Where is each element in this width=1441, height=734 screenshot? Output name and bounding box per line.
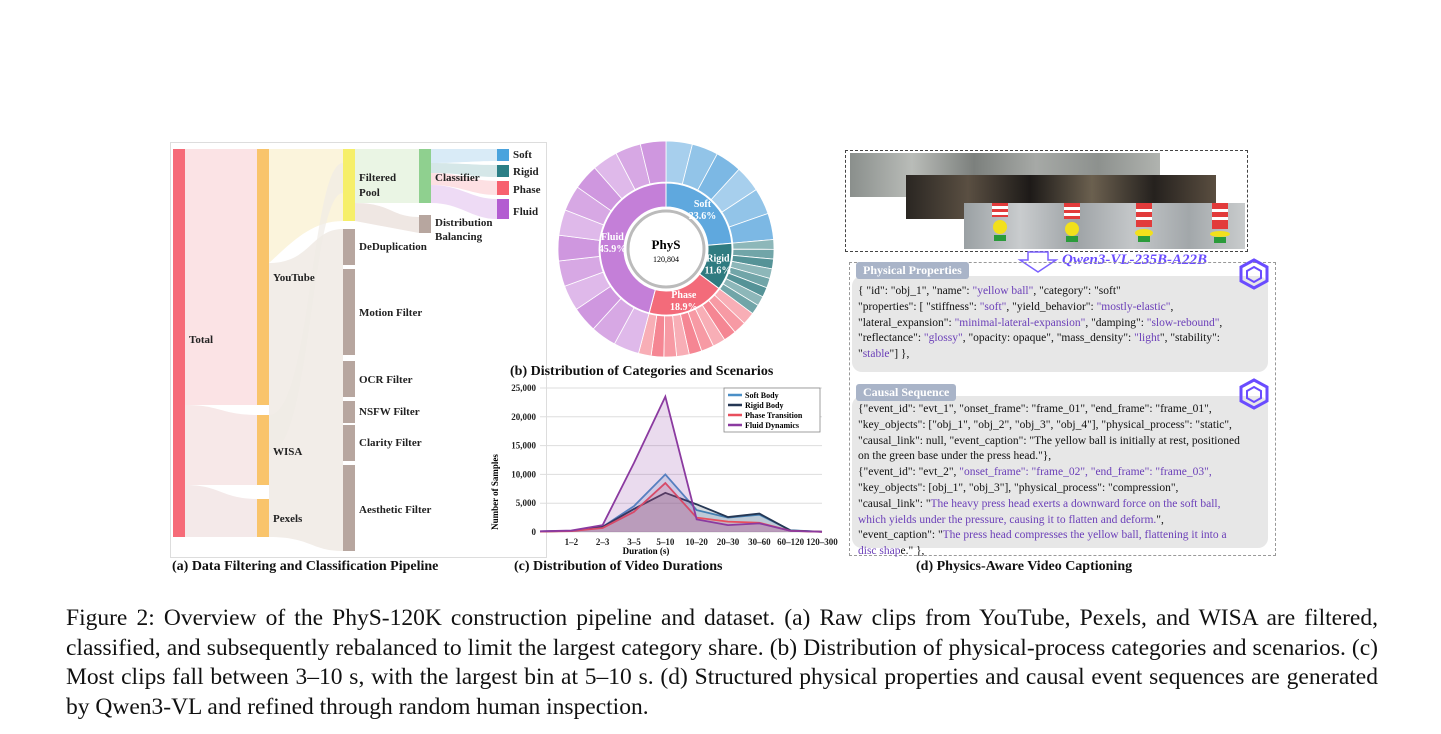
label-youtube: YouTube (273, 272, 315, 284)
label-distribution-2: Balancing (435, 231, 483, 243)
sunburst-center-title: PhyS (651, 237, 681, 252)
press-frame-3 (1135, 203, 1153, 242)
node-total (173, 149, 185, 537)
x-tick-label: 20–30 (716, 537, 740, 547)
flow-total-pexels (185, 485, 259, 537)
json-line: "key_objects": [obj_1", "obj_3"], "physical_process": "compression", (858, 481, 1179, 494)
caption-panel-b: (b) Distribution of Categories and Scenarios (510, 364, 774, 379)
json-line: "event_caption": "The press head compresses the yellow ball, flattening it into a (858, 529, 1227, 542)
json-line: {"event_id": "evt_2", "onset_frame": "frame_02", "end_frame": "frame_03", (858, 466, 1212, 479)
label-distribution-1: Distribution (435, 217, 493, 229)
x-tick-label: 10–20 (685, 537, 708, 547)
sunburst-label-soft: Soft (693, 199, 712, 211)
label-clarity: Clarity Filter (359, 437, 422, 449)
node-classifier (419, 149, 431, 203)
y-tick-label: 0 (531, 527, 536, 537)
sunburst-label-phase: Phase (671, 289, 697, 301)
label-rigid: Rigid (513, 166, 539, 178)
node-rigid (497, 165, 509, 177)
node-pexels (257, 499, 269, 537)
json-line: which yields under the pressure, causing it to flatten and deform.", (858, 513, 1164, 526)
json-line: "stable"] }, (858, 348, 910, 361)
label-fluid: Fluid (513, 206, 539, 218)
chart-c-legend (724, 388, 820, 432)
duration-area-chart (482, 382, 838, 558)
node-phase (497, 181, 509, 195)
json-line: on the green base under the press head."}, (858, 450, 1052, 463)
caption-panel-c: (c) Distribution of Video Durations (514, 559, 723, 574)
node-filtered-pool (343, 149, 355, 221)
model-name: Qwen3-VL-235B-A22B (1062, 252, 1208, 268)
node-ocr (343, 361, 355, 397)
physical-properties-title: Physical Properties (856, 262, 969, 279)
node-aesthetic (343, 465, 355, 551)
node-wisa (257, 415, 269, 485)
press-frames (964, 203, 1245, 249)
json-line: "causal_link": "The heavy press head exerts a downward force on the soft ball, (858, 497, 1221, 510)
node-soft (497, 149, 509, 161)
x-tick-label: 2–3 (595, 537, 610, 547)
legend-label: Rigid Body (745, 401, 784, 410)
json-line: disc shape." }, (858, 545, 925, 558)
figure-caption: Figure 2: Overview of the PhyS-120K construction pipeline and dataset. (a) Raw clips from YouTube, Pexels, and WISA are filtered, classified, and subsequently rebalanced to limit the largest category share. (b) Distribution of physical-process categories and scenarios. (c) Most clips fall between 3–10 s, with the largest bin at 5–10 s. (d) Structured physical properties and causal event sequences are generated by Qwen3-VL and refined through random human inspection. (66, 605, 1378, 720)
chart-c-ylabel: Number of Samples (490, 454, 500, 530)
physical-properties-json (858, 284, 1263, 363)
json-line: "key_objects": ["obj_1", "obj_2", "obj_3", "obj_4"], "physical_process": "static", (858, 418, 1232, 431)
y-tick-label: 25,000 (511, 383, 536, 393)
label-total: Total (189, 334, 214, 346)
chart-c-xlabel: Duration (s) (622, 546, 670, 556)
label-classifier: Classifier (435, 172, 480, 184)
sunburst-pct-soft: 23.6% (688, 211, 717, 223)
y-tick-label: 20,000 (511, 411, 536, 422)
press-frame-1 (992, 203, 1008, 241)
label-soft: Soft (513, 149, 532, 161)
sunburst-chart (555, 142, 783, 360)
caption-panel-a: (a) Data Filtering and Classification Pipeline (172, 559, 439, 574)
x-tick-label: 5–10 (656, 537, 675, 547)
label-wisa: WISA (273, 446, 303, 458)
y-tick-label: 15,000 (511, 440, 536, 451)
sunburst-pct-phase: 18.9% (670, 301, 698, 313)
flow-total-youtube (185, 149, 259, 405)
sunburst-label-rigid: Rigid (706, 253, 730, 265)
y-tick-label: 5,000 (515, 498, 536, 509)
node-clarity (343, 425, 355, 461)
json-line: "lateral_expansion": "minimal-lateral-expansion", "damping": "slow-rebound", (858, 316, 1223, 329)
flow-classifier-soft (431, 149, 497, 163)
label-nsfw: NSFW Filter (359, 406, 420, 418)
x-tick-label: 3–5 (627, 537, 641, 547)
label-ocr: OCR Filter (359, 374, 413, 386)
flow-total-wisa (185, 405, 259, 485)
json-line: "properties": [ "stiffness": "soft", "yield_behavior": "mostly-elastic", (858, 300, 1174, 313)
press-frame-2 (1064, 203, 1080, 242)
y-tick-label: 10,000 (511, 469, 536, 480)
label-phase: Phase (513, 184, 541, 196)
panel-b-sunburst (555, 142, 783, 360)
sunburst-center-count: 120,804 (653, 255, 679, 264)
node-fluid (497, 199, 509, 219)
sunburst-pct-rigid: 11.6% (704, 265, 732, 277)
x-tick-label: 60–120 (777, 537, 805, 547)
label-dedup: DeDuplication (359, 241, 427, 253)
flow-filtered-distribution (355, 203, 419, 233)
label-aesthetic: Aesthetic Filter (359, 504, 432, 516)
causal-sequence-title: Causal Sequence (856, 384, 956, 401)
node-nsfw (343, 401, 355, 423)
json-line: "reflectance": "glossy", "opacity: opaque", "mass_density": "light", "stability": (858, 332, 1221, 345)
node-dedup (343, 229, 355, 265)
json-line: "causal_link": null, "event_caption": "The yellow ball is initially at rest, positioned (858, 434, 1240, 447)
json-line: {"event_id": "evt_1", "onset_frame": "frame_01", "end_frame": "frame_01", (858, 403, 1212, 415)
causal-sequence-json (858, 402, 1263, 560)
caption-panel-d: (d) Physics-Aware Video Captioning (916, 559, 1133, 574)
video-frames-box (845, 150, 1248, 252)
label-pexels: Pexels (273, 513, 303, 525)
press-frame-4 (1210, 203, 1230, 243)
node-youtube (257, 149, 269, 405)
x-tick-label: 30–60 (748, 537, 771, 547)
label-filtered-1: Filtered (359, 172, 397, 184)
x-tick-label: 120–300 (806, 537, 838, 547)
sunburst-label-fluid: Fluid (601, 232, 624, 244)
node-motion (343, 269, 355, 355)
label-filtered-2: Pool (359, 187, 380, 199)
node-distribution (419, 215, 431, 233)
legend-label: Soft Body (745, 391, 779, 400)
panel-c-durations (482, 382, 838, 558)
legend-label: Fluid Dynamics (745, 421, 800, 430)
sunburst-pct-fluid: 45.9% (598, 244, 627, 256)
label-motion: Motion Filter (359, 307, 423, 319)
legend-label: Phase Transition (745, 411, 803, 420)
x-tick-label: 1–2 (564, 537, 579, 547)
json-line: { "id": "obj_1", "name": "yellow ball", "category": "soft" (858, 285, 1121, 297)
